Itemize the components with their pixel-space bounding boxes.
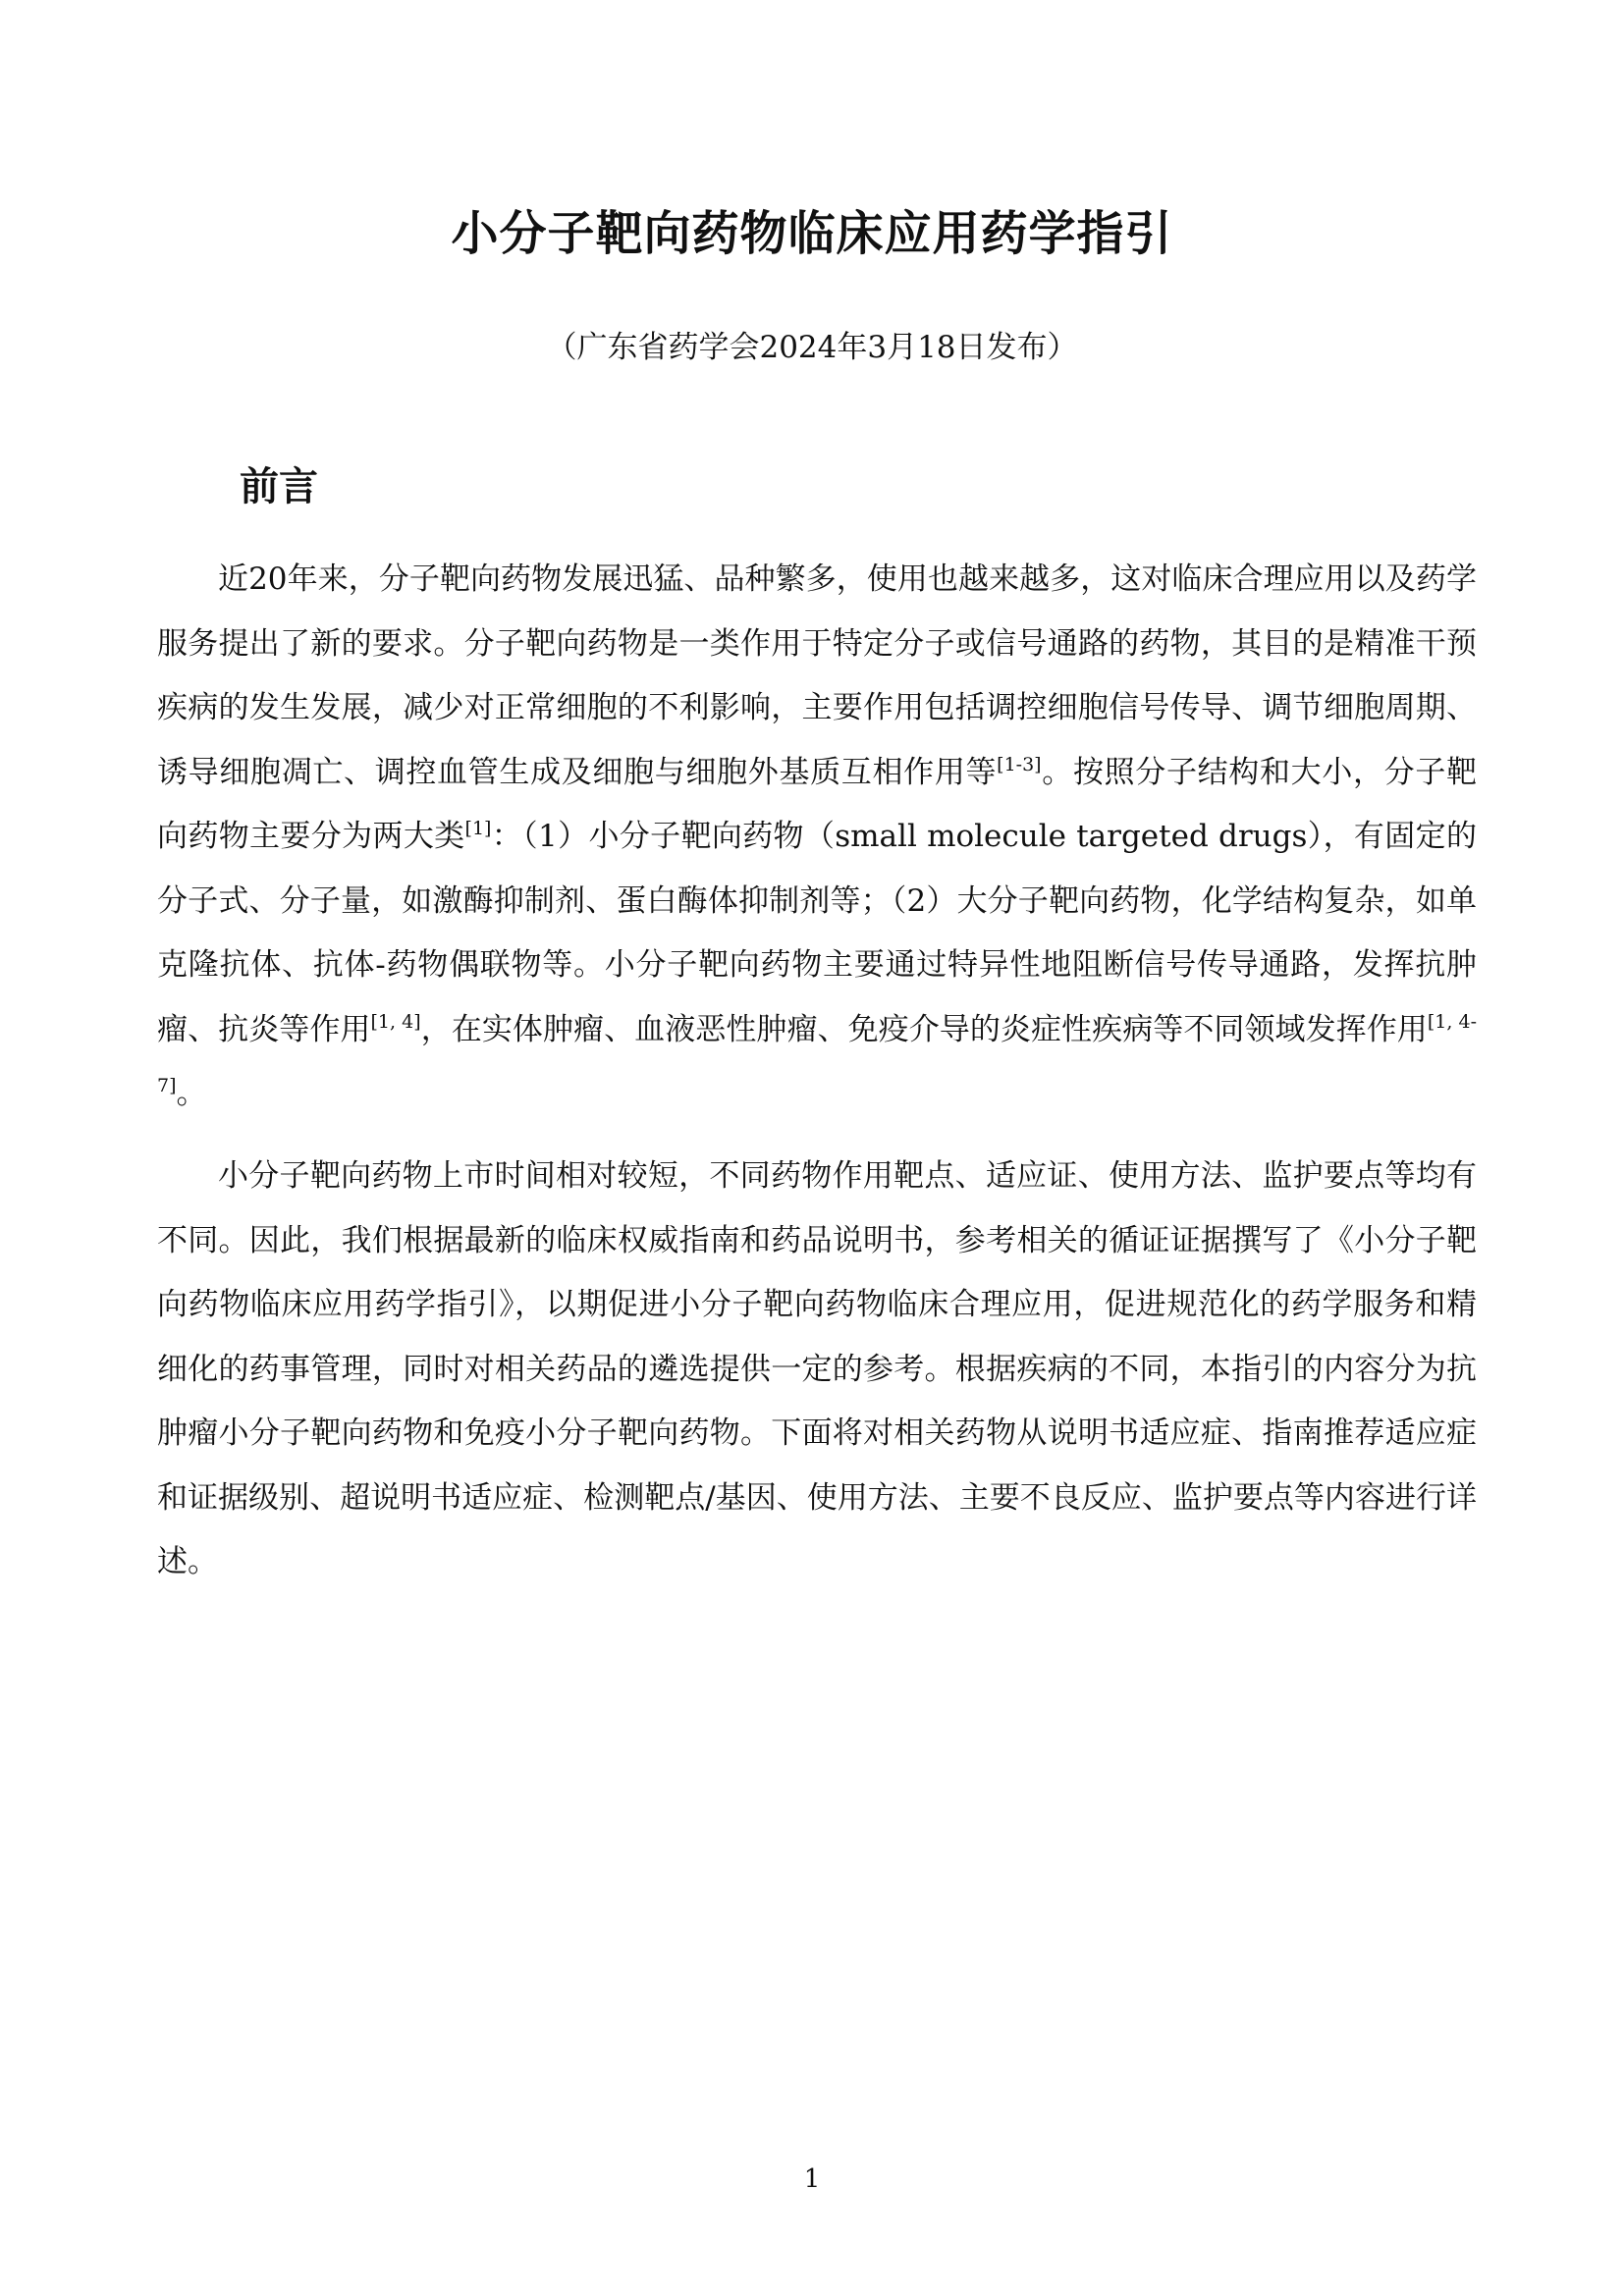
document-title: 小分子靶向药物临床应用药学指引 xyxy=(451,206,1173,261)
citation-1-4-7: [1, 4-7] xyxy=(157,1010,1478,1096)
citation-1-3: [1-3] xyxy=(997,753,1042,775)
section-heading-preface: 前言 xyxy=(240,463,318,509)
paragraph-1-text-5: 。 xyxy=(176,1076,207,1111)
paragraph-1 xyxy=(157,548,1477,1127)
paragraph-1-text-2: 。按照分子结构和大小，分子靶向药物主要分为两大类 xyxy=(157,754,1478,854)
page-number: 1 xyxy=(803,2164,821,2194)
paragraph-1-text-3: ：（1）小分子靶向药物（small molecule targeted drugs），有固定的分子式、分子量，如激酶抑制剂、蛋白酶体抑制剂等；（2）大分子靶向药物，化学结构复杂，如单克隆抗体、抗体-药物偶联物等。小分子靶向药物主要通过特异性地阻断信号传导通路，发挥抗肿瘤、抗炎等作用 xyxy=(157,819,1477,1047)
paragraph-1-text-1: 近20年来，分子靶向药物发展迅猛、品种繁多，使用也越来越多，这对临床合理应用以及药学服务提出了新的要求。分子靶向药物是一类作用于特定分子或信号通路的药物，其目的是精准干预疾病的发生发展，减少对正常细胞的不利影响，主要作用包括调控细胞信号传导、调节细胞周期、诱导细胞凋亡、调控血管生成及细胞与细胞外基质互相作用等 xyxy=(157,561,1477,790)
paragraph-2: 小分子靶向药物上市时间相对较短，不同药物作用靶点、适应证、使用方法、监护要点等均有不同。因此，我们根据最新的临床权威指南和药品说明书，参考相关的循证证据撰写了《小分子靶向药物临床应用药学指引》，以期促进小分子靶向药物临床合理应用，促进规范化的药学服务和精细化的药事管理，同时对相关药品的遴选提供一定的参考。根据疾病的不同，本指引的内容分为抗肿瘤小分子靶向药物和免疫小分子靶向药物。下面将对相关药物从说明书适应症、指南推荐适应症和证据级别、超说明书适应症、检测靶点/基因、使用方法、主要不良反应、监护要点等内容进行详述。 xyxy=(157,1158,1477,1579)
document-subtitle: （广东省药学会2024年3月18日发布） xyxy=(546,330,1078,365)
citation-1: [1] xyxy=(464,818,492,839)
citation-1-4: [1, 4] xyxy=(370,1010,421,1033)
paragraph-1-text-4: ，在实体肿瘤、血液恶性肿瘤、免疫介导的炎症性疾病等不同领域发挥作用 xyxy=(420,1011,1428,1047)
